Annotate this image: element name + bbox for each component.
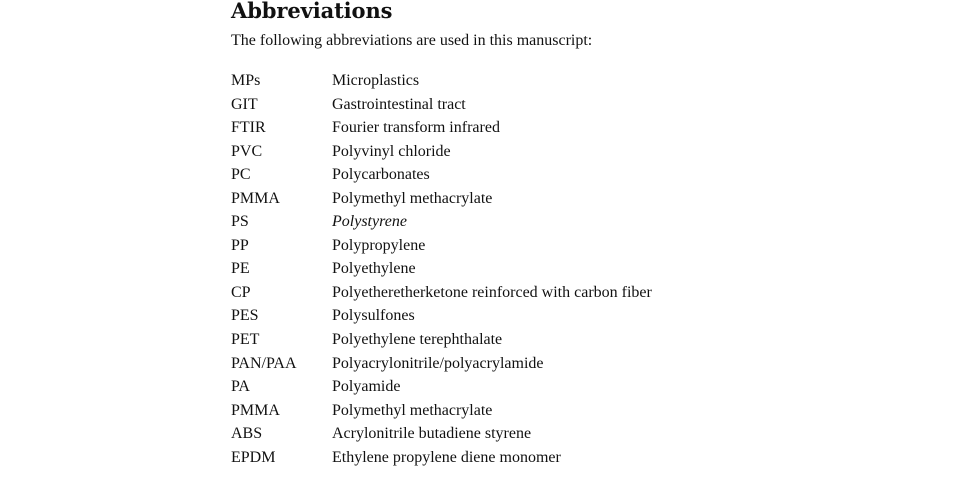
abbreviation-row [231, 190, 931, 214]
abbreviation-row [231, 402, 931, 426]
abbreviation-term: PA [231, 378, 250, 396]
abbreviation-term: PMMA [231, 189, 280, 207]
abbreviation-row [231, 166, 931, 190]
abbreviation-definition: Polyvinyl chloride [332, 142, 451, 160]
abbreviation-definition: Polymethyl methacrylate [332, 189, 493, 207]
abbreviation-term: PE [231, 260, 250, 278]
abbreviation-definition: Microplastics [332, 72, 420, 89]
abbreviation-row [231, 355, 931, 379]
abbreviation-definition: Polyamide [332, 378, 401, 396]
abbreviation-term: PVC [231, 142, 263, 160]
abbreviation-definition: Polycarbonates [332, 166, 430, 184]
abbreviation-definition: Acrylonitrile butadiene styrene [332, 425, 532, 443]
abbreviation-definition: Fourier transform infrared [332, 119, 500, 137]
abbreviation-definition: Polyacrylonitrile/polyacrylamide [332, 354, 544, 372]
abbreviation-term: PS [231, 213, 249, 231]
abbreviation-definition: Polymethyl methacrylate [332, 401, 493, 419]
abbreviations-section [231, 0, 931, 472]
abbreviation-definition: Polyethylene terephthalate [332, 331, 503, 349]
abbreviation-row [231, 331, 931, 355]
abbreviation-definition: Gastrointestinal tract [332, 95, 466, 113]
abbreviation-row [231, 96, 931, 120]
abbreviation-row [231, 425, 931, 449]
abbreviation-row [231, 378, 931, 402]
abbreviation-list [231, 72, 931, 472]
abbreviation-term: PET [231, 331, 260, 349]
abbreviation-definition: Ethylene propylene diene monomer [332, 448, 561, 466]
abbreviation-term: PAN/PAA [231, 354, 297, 372]
abbreviation-definition: Polypropylene [332, 236, 426, 254]
abbreviation-definition: Polyetheretherketone reinforced with carbon fiber [332, 283, 652, 301]
abbreviation-definition: Polysulfones [332, 307, 415, 325]
abbreviation-term: PES [231, 307, 259, 325]
abbreviation-row [231, 119, 931, 143]
abbreviation-row [231, 284, 931, 308]
abbreviation-term: CP [231, 283, 251, 301]
abbreviation-term: MPs [231, 72, 261, 89]
abbreviation-term: GIT [231, 95, 258, 113]
intro-text: The following abbreviations are used in this manuscript: [231, 32, 593, 49]
abbreviation-row [231, 237, 931, 261]
abbreviation-row [231, 72, 931, 96]
abbreviation-row [231, 213, 931, 237]
abbreviation-row [231, 260, 931, 284]
abbreviation-term: EPDM [231, 448, 276, 466]
abbreviation-row [231, 449, 931, 473]
abbreviation-term: PC [231, 166, 251, 184]
abbreviation-term: PP [231, 236, 249, 254]
abbreviation-term: ABS [231, 425, 263, 443]
abbreviation-term: FTIR [231, 119, 266, 137]
abbreviation-term: PMMA [231, 401, 280, 419]
abbreviation-definition: Polystyrene [332, 213, 407, 231]
abbreviation-row [231, 307, 931, 331]
section-heading: Abbreviations [231, 0, 393, 23]
abbreviation-row [231, 143, 931, 167]
abbreviation-definition: Polyethylene [332, 260, 416, 278]
